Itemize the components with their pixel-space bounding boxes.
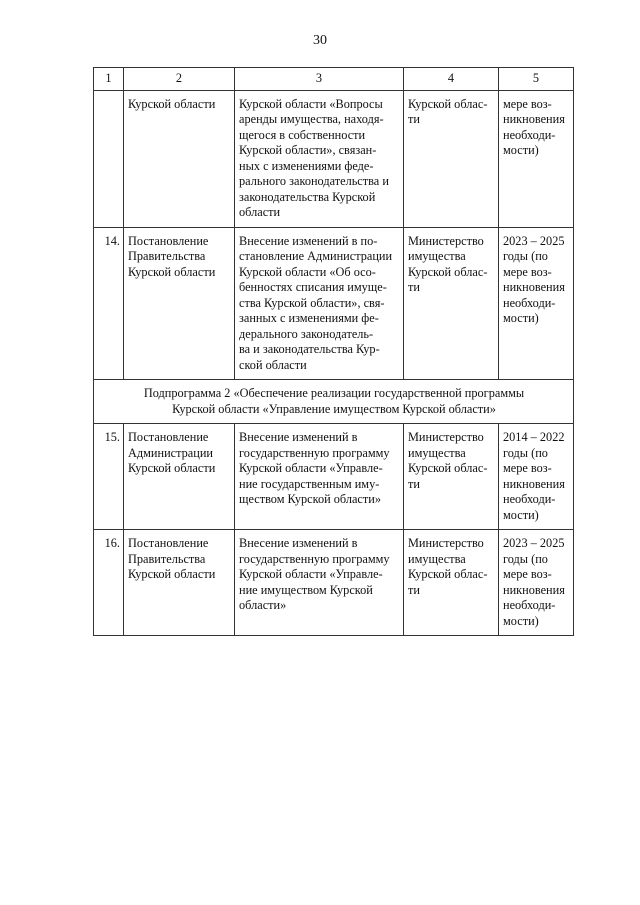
- cell-text-line: Правительства: [128, 249, 206, 263]
- cell-text-line: ва и законодательства Кур-: [239, 342, 380, 356]
- cell-text-line: законодательства Курской: [239, 189, 376, 204]
- period-cell: [499, 530, 574, 636]
- description-cell: [235, 424, 404, 530]
- cell-text-line: годы (по: [503, 445, 548, 460]
- cell-text-line: Курской области «Управле-: [239, 461, 383, 475]
- cell-text-line: Правительства: [128, 551, 206, 566]
- header-cell-5: 5: [499, 68, 574, 91]
- cell-text-line: мере воз-: [503, 567, 552, 581]
- cell-text-line: 2023 – 2025: [503, 536, 565, 550]
- row-number: [94, 90, 124, 227]
- period-cell: [499, 227, 574, 380]
- cell-text-line: мости): [503, 613, 539, 628]
- cell-text-line: ных с изменениями феде-: [239, 158, 374, 173]
- row-number: 16.: [94, 530, 124, 636]
- header-cell-4: 4: [404, 68, 499, 91]
- cell-text-line: щегося в собственности: [239, 127, 366, 142]
- period-cell: [499, 424, 574, 530]
- cell-text-line: государственную программу: [239, 551, 390, 566]
- cell-text-line: Курской области «Вопросы: [239, 96, 383, 111]
- cell-text-line: мере воз-: [503, 264, 552, 279]
- cell-text-line: области»: [239, 598, 287, 612]
- cell-text-line: Подпрограмма 2 «Обеспечение реализации государственной программы: [143, 386, 525, 400]
- subprogram-heading: [94, 380, 574, 424]
- table-header-row: [94, 68, 574, 91]
- cell-text-line: 2023 – 2025: [503, 233, 565, 248]
- cell-text-line: ства Курской области», свя-: [239, 295, 385, 310]
- cell-text-line: ти: [408, 582, 420, 597]
- executor-cell: [404, 227, 499, 380]
- cell-text-line: Администрации: [128, 445, 213, 460]
- cell-text-line: Курской облас-: [408, 567, 488, 581]
- header-cell-3: 3: [235, 68, 404, 91]
- description-cell: [235, 227, 404, 380]
- cell-text-line: никновения: [503, 476, 565, 491]
- cell-text-line: никновения: [503, 582, 565, 597]
- cell-text-line: никновения: [503, 280, 565, 294]
- description-cell: [235, 90, 404, 227]
- row-number: 15.: [94, 424, 124, 530]
- cell-text-line: Министерство: [408, 233, 484, 248]
- table-row: [94, 90, 574, 227]
- cell-text-line: Внесение изменений в: [239, 430, 358, 444]
- cell-text-line: Курской области «Управле-: [239, 567, 383, 581]
- cell-text-line: Министерство: [408, 536, 484, 550]
- document-type-cell: [124, 424, 235, 530]
- executor-cell: [404, 90, 499, 227]
- cell-text-line: мости): [503, 143, 539, 157]
- cell-text-line: ществом Курской области»: [239, 492, 381, 506]
- cell-text-line: необходи-: [503, 295, 556, 310]
- cell-text-line: дерального законодатель-: [239, 326, 374, 341]
- cell-text-line: Курской области: [128, 567, 216, 581]
- row-number: 14.: [94, 227, 124, 380]
- cell-text-line: имущества: [408, 249, 466, 263]
- cell-text-line: Курской области «Управление имуществом Курской области»: [172, 401, 496, 416]
- cell-text-line: мости): [503, 507, 539, 522]
- cell-text-line: имущества: [408, 551, 466, 566]
- cell-text-line: аренды имущества, находя-: [239, 112, 384, 126]
- cell-text-line: Курской области: [128, 461, 216, 475]
- cell-text-line: годы (по: [503, 249, 548, 263]
- description-cell: [235, 530, 404, 636]
- cell-text-line: области: [239, 205, 281, 219]
- cell-text-line: Курской области «Об осо-: [239, 264, 376, 279]
- table-row: [94, 424, 574, 530]
- cell-text-line: мере воз-: [503, 96, 552, 111]
- cell-text-line: имущества: [408, 445, 466, 460]
- cell-text-line: Постановление: [128, 233, 209, 248]
- cell-text-line: Курской облас-: [408, 461, 488, 475]
- cell-text-line: ской области: [239, 357, 307, 372]
- document-type-cell: [124, 90, 235, 227]
- cell-text-line: мости): [503, 311, 539, 325]
- executor-cell: [404, 424, 499, 530]
- cell-text-line: становление Администрации: [239, 249, 393, 263]
- cell-text-line: Курской области: [128, 96, 216, 111]
- cell-text-line: ти: [408, 280, 420, 294]
- cell-text-line: Курской облас-: [408, 264, 488, 279]
- cell-text-line: Внесение изменений в по-: [239, 233, 378, 248]
- cell-text-line: бенностях списания имуще-: [239, 280, 387, 294]
- subprogram-row: [94, 380, 574, 424]
- cell-text-line: необходи-: [503, 598, 556, 612]
- cell-text-line: необходи-: [503, 127, 556, 142]
- cell-text-line: государственную программу: [239, 445, 390, 460]
- cell-text-line: никновения: [503, 112, 565, 126]
- header-cell-1: 1: [94, 68, 124, 91]
- cell-text-line: Курской области: [128, 264, 216, 279]
- cell-text-line: Внесение изменений в: [239, 536, 358, 550]
- cell-text-line: 2014 – 2022: [503, 430, 565, 444]
- cell-text-line: рального законодательства и: [239, 174, 389, 188]
- cell-text-line: Постановление: [128, 430, 209, 444]
- cell-text-line: занных с изменениями фе-: [239, 311, 379, 325]
- document-type-cell: [124, 530, 235, 636]
- cell-text-line: ти: [408, 476, 420, 491]
- measures-table: [93, 67, 574, 636]
- header-cell-2: 2: [124, 68, 235, 91]
- cell-text-line: Курской области», связан-: [239, 143, 377, 157]
- cell-text-line: ние имуществом Курской: [239, 582, 373, 597]
- period-cell: [499, 90, 574, 227]
- page-number: 30: [313, 33, 327, 48]
- cell-text-line: мере воз-: [503, 461, 552, 475]
- table-row: [94, 530, 574, 636]
- cell-text-line: ние государственным иму-: [239, 476, 380, 491]
- cell-text-line: Министерство: [408, 430, 484, 444]
- executor-cell: [404, 530, 499, 636]
- document-type-cell: [124, 227, 235, 380]
- cell-text-line: необходи-: [503, 492, 556, 506]
- table-row: [94, 227, 574, 380]
- cell-text-line: ти: [408, 112, 420, 126]
- cell-text-line: годы (по: [503, 551, 548, 566]
- cell-text-line: Постановление: [128, 536, 209, 550]
- cell-text-line: Курской облас-: [408, 96, 488, 111]
